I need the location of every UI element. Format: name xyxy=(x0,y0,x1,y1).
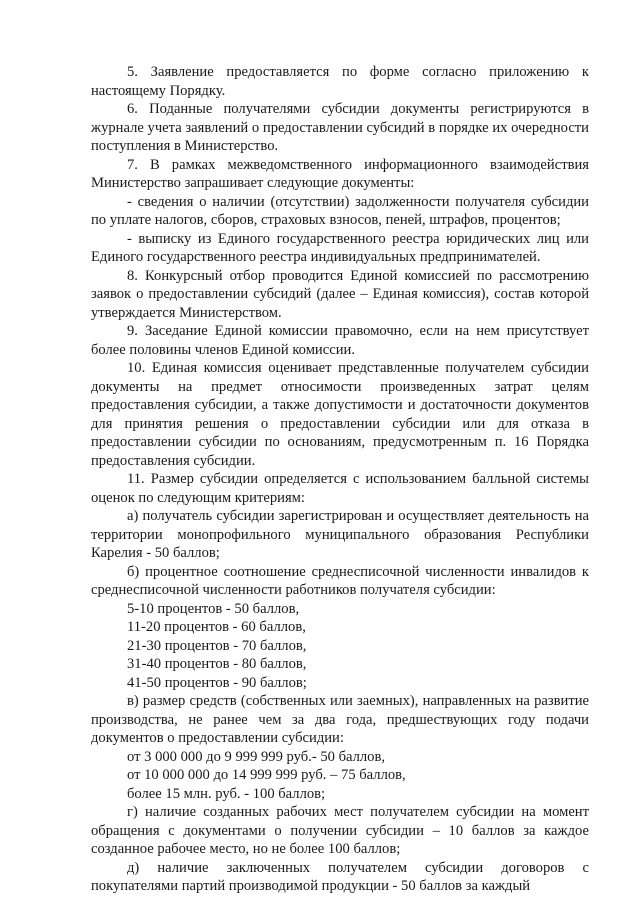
paragraph-8: 8. Конкурсный отбор проводится Единой комиссией по рассмотрению заявок о предоставлении субсидий (далее – Единая комиссия), состав которой утверждается Министерством. xyxy=(91,267,589,321)
score-line: 5-10 процентов - 50 баллов, xyxy=(127,600,300,617)
score-line: 21-30 процентов - 70 баллов, xyxy=(127,637,307,654)
score-line: 41-50 процентов - 90 баллов; xyxy=(127,674,307,691)
paragraph-11-e: д) наличие заключенных получателем субсидии договоров с покупателями партий производимой продукции - 50 баллов за каждый xyxy=(91,859,589,894)
paragraph-11-c: в) размер средств (собственных или заемных), направленных на развитие производства, не ранее чем за два года, предшествующих году подачи документов о предоставлении субсидии: xyxy=(91,693,589,746)
paragraph-11-b: б) процентное соотношение среднесписочной численности инвалидов к среднесписочной численности работников получателя субсидии: xyxy=(91,563,589,598)
paragraph-5: 5. Заявление предоставляется по форме согласно приложению к настоящему Порядку. xyxy=(91,64,589,99)
paragraph-7-item-registry-extract: - выписку из Единого государственного реестра юридических лиц или Единого государственного реестра индивидуальных предпринимателей. xyxy=(91,230,589,265)
paragraph-9: 9. Заседание Единой комиссии правомочно, если на нем присутствует более половины членов Единой комиссии. xyxy=(91,323,589,358)
paragraph-6: 6. Поданные получателями субсидии документы регистрируются в журнале учета заявлений о предоставлении субсидий в порядке их очередности поступления в Министерство. xyxy=(91,101,589,154)
score-line: 31-40 процентов - 80 баллов, xyxy=(127,656,307,672)
score-line: 11-20 процентов - 60 баллов, xyxy=(127,619,306,635)
document-body xyxy=(91,63,589,896)
paragraph-7-item-tax-debt: - сведения о наличии (отсутствии) задолженности получателя субсидии по уплате налогов, сборов, страховых взносов, пеней, штрафов, процентов; xyxy=(91,193,589,228)
score-line: от 3 000 000 до 9 999 999 руб.- 50 баллов, xyxy=(127,748,386,765)
score-line: более 15 млн. руб. - 100 баллов; xyxy=(127,785,326,802)
paragraph-10: 10. Единая комиссия оценивает представленные получателем субсидии документы на предмет относимости произведенных затрат целям предоставления субсидии, а также допустимости и достаточности документов для принятия решения о предоставлении субсидии или для отказа в предоставлении субсидии по основаниям, предусмотренным п. 16 Порядка предоставления субсидии. xyxy=(91,360,589,469)
paragraph-11-a: а) получатель субсидии зарегистрирован и осуществляет деятельность на территории монопрофильного муниципального образования Республики Карелия - 50 баллов; xyxy=(91,508,589,561)
paragraph-11-d: г) наличие созданных рабочих мест получателем субсидии на момент обращения с документами о получении субсидии – 10 баллов за каждое созданное рабочее место, но не более 100 баллов; xyxy=(91,804,589,857)
score-line: от 10 000 000 до 14 999 999 руб. – 75 баллов, xyxy=(127,767,406,783)
paragraph-7: 7. В рамках межведомственного информационного взаимодействия Министерство запрашивает следующие документы: xyxy=(91,156,589,191)
paragraph-11: 11. Размер субсидии определяется с использованием балльной системы оценок по следующим критериям: xyxy=(91,471,589,506)
